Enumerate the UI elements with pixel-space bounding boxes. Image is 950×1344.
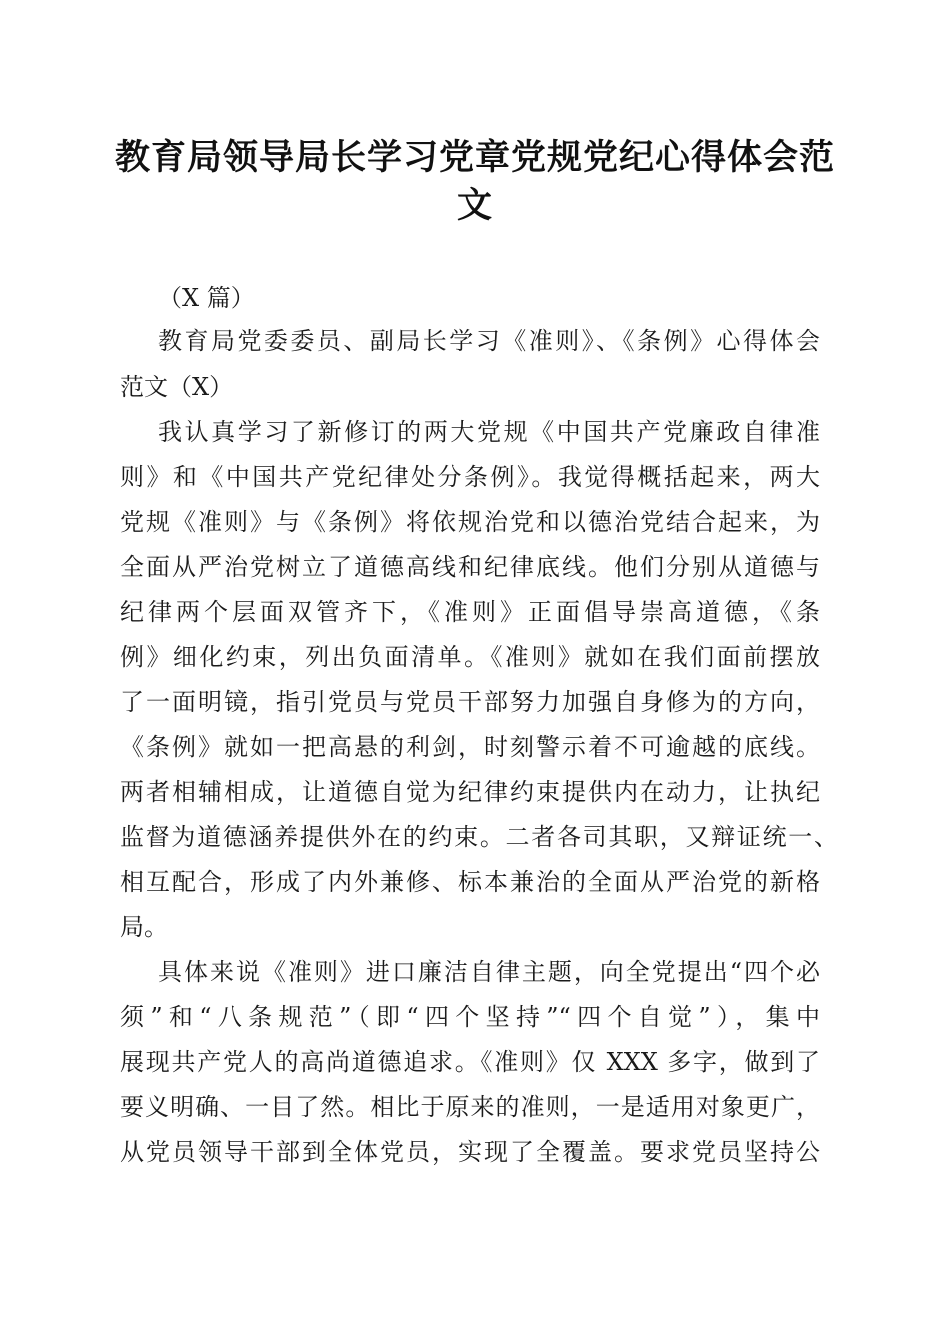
title-line-2: 文 xyxy=(456,185,493,226)
paragraph-1-line: 了一面明镜，指引党员与党员干部努力加强自身修为的方向， xyxy=(120,688,820,716)
section-marker: （X 篇） xyxy=(158,284,255,312)
paragraph-1-line: 例》细化约束，列出负面清单。《准则》就如在我们面前摆放 xyxy=(120,643,820,671)
paragraph-1-line: 全面从严治党树立了道德高线和纪律底线。他们分别从道德与 xyxy=(120,553,820,581)
document-title xyxy=(110,134,840,230)
paragraph-1-line: 局。 xyxy=(120,913,168,941)
paragraph-2-line: 要义明确、一目了然。相比于原来的准则，一是适用对象更广， xyxy=(120,1093,820,1121)
paragraph-2-line: 具体来说《准则》进口廉洁自律主题，向全党提出“四个必 xyxy=(158,958,820,986)
paragraph-1-line: 党规《准则》与《条例》将依规治党和以德治党结合起来，为 xyxy=(120,508,820,536)
article-heading-line-2: 范文（X） xyxy=(120,373,234,401)
article-heading-line-1: 教育局党委委员、副局长学习《准则》、《条例》心得体会 xyxy=(158,327,820,355)
paragraph-1-line: 《条例》就如一把高悬的利剑，时刻警示着不可逾越的底线。 xyxy=(120,733,820,761)
paragraph-1-line: 两者相辅相成，让道德自觉为纪律约束提供内在动力，让执纪 xyxy=(120,778,820,806)
paragraph-2-line: 展现共产党人的高尚道德追求。《准则》仅 XXX 多字，做到了 xyxy=(120,1048,820,1076)
paragraph-2-line: 须”和“八条规范”（即“四个坚持”“四个自觉”），集中 xyxy=(120,1003,820,1031)
paragraph-1-line: 纪律两个层面双管齐下，《准则》正面倡导崇高道德，《条 xyxy=(120,598,820,626)
paragraph-1-line: 则》和《中国共产党纪律处分条例》。我觉得概括起来，两大 xyxy=(120,463,820,491)
title-line-1: 教育局领导局长学习党章党规党纪心得体会范 xyxy=(114,137,835,178)
paragraph-1-line: 监督为道德涵养提供外在的约束。二者各司其职，又辩证统一、 xyxy=(120,823,838,851)
paragraph-2-line: 从党员领导干部到全体党员，实现了全覆盖。要求党员坚持公 xyxy=(120,1138,820,1166)
paragraph-1-line: 我认真学习了新修订的两大党规《中国共产党廉政自律准 xyxy=(158,418,820,446)
paragraph-1-line: 相互配合，形成了内外兼修、标本兼治的全面从严治党的新格 xyxy=(120,868,820,896)
